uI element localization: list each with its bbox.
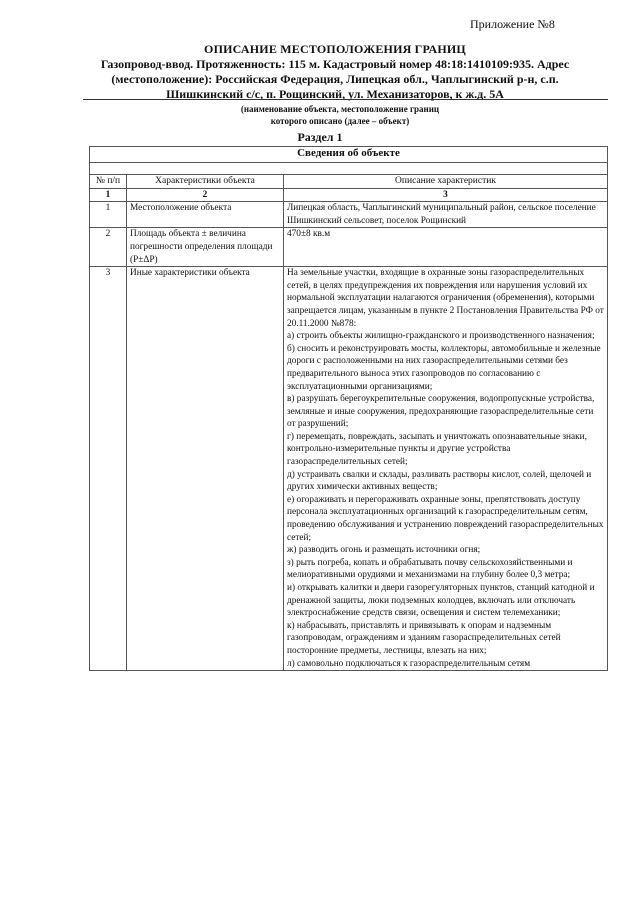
restriction-item-zh: ж) разводить огонь и размещать источники огня;: [287, 545, 481, 556]
appendix-label: Приложение №8: [470, 17, 555, 31]
column-number-2: 2: [127, 188, 284, 202]
restriction-item-z: з) рыть погреба, копать и обрабатывать почву сельскохозяйственными и мелиоративными орудиями и механизмами на глубину более 0,3 метра;: [287, 557, 573, 581]
document-title: ОПИСАНИЕ МЕСТОПОЛОЖЕНИЯ ГРАНИЦ: [204, 42, 466, 56]
table-row: [90, 228, 608, 267]
section-title: Раздел 1: [297, 130, 343, 144]
row-description: [284, 267, 608, 671]
table-header: Сведения об объекте: [90, 147, 608, 163]
restriction-item-b: б) сносить и реконструировать мосты, коллекторы, автомобильные и железные дороги с расположенными на них газораспределительными сетями без предварительного выноса этих газопроводов по согласованию с эксплуатационными организациями;: [287, 343, 601, 392]
column-numbers-row: [90, 188, 608, 202]
restriction-item-e: е) огораживать и перегораживать охранные зоны, препятствовать доступу персонала эксплуатационных организаций к газораспределительным сетям, проведению обслуживания и устранению повреждений газораспределительных сетей;: [287, 494, 604, 543]
restriction-item-l: л) самовольно подключаться к газораспределительным сетям: [287, 658, 531, 669]
row-characteristic: Иные характеристики объекта: [127, 267, 284, 671]
restriction-item-i: и) открывать калитки и двери газорегуляторных пунктов, станций катодной и дренажной защиты, люки подземных колодцев, включать или отключать электроснабжение средств связи, освещения и систем телемеханики;: [287, 583, 595, 619]
table-row: [90, 267, 608, 671]
restriction-item-a: а) строить объекты жилищно-гражданского и производственного назначения;: [287, 331, 595, 342]
subject-line-3: Шишкинский с/с, п. Рощинский, ул. Механизаторов, к ж.д. 5А: [166, 87, 504, 101]
object-info-table: [89, 146, 608, 671]
column-header-characteristic: Характеристики объекта: [127, 175, 284, 189]
caption-line-2: которого описано (далее – объект): [270, 116, 410, 126]
row-characteristic: Площадь объекта ± величина погрешности определения площади (Р±ΔР): [127, 228, 284, 267]
description-paragraph: Липецкая область, Чаплыгинский муниципальный район, сельское поселение Шишкинский сельсовет, поселок Рощинский: [287, 203, 596, 226]
row-description: [284, 202, 608, 228]
column-number-3: 3: [284, 188, 608, 202]
column-header-num: № п/п: [90, 175, 127, 189]
column-number-1: 1: [90, 188, 127, 202]
row-characteristic: Местоположение объекта: [127, 202, 284, 228]
subject-line-2: (местоположение): Российская Федерация, Липецкая обл., Чаплыгинский р-н, с.п.: [111, 72, 559, 86]
restriction-item-d: д) устраивать свалки и склады, разливать растворы кислот, солей, щелочей и других химически активных веществ;: [287, 469, 592, 493]
row-description: [284, 228, 608, 267]
table-spacer-row: [90, 163, 608, 175]
row-number: 1: [90, 202, 127, 228]
column-headers-row: [90, 175, 608, 189]
restriction-item-k: к) набрасывать, приставлять и привязывать к опорам и надземным газопроводам, ограждениям и зданиям газораспределительных сетей посторонние предметы, лестницы, влезать на них;: [287, 620, 561, 656]
subject-line-1: Газопровод-ввод. Протяженность: 115 м. Кадастровый номер 48:18:1410109:935. Адрес: [100, 57, 570, 71]
restriction-intro: На земельные участки, входящие в охранные зоны газораспределительных сетей, в целях предупреждения их повреждения или нарушения условий их нормальной эксплуатации налагаются ограничения (обременения), которыми запрещается лицам, указанным в пункте 2 Постановления Правительства РФ от 20.11.2000 №878:: [287, 268, 604, 329]
table-row: [90, 202, 608, 228]
caption: [180, 103, 500, 127]
subject-underline: [83, 99, 608, 100]
title-block: [40, 41, 630, 102]
column-header-description: Описание характеристик: [284, 175, 608, 189]
restriction-item-g: г) перемещать, повреждать, засыпать и уничтожать опознавательные знаки, контрольно-измерительные пункты и другие устройства газораспределительных сетей;: [287, 431, 587, 468]
row-number: 3: [90, 267, 127, 671]
table-spacer-cell: [90, 163, 608, 175]
caption-line-1: (наименование объекта, местоположение границ: [240, 104, 440, 114]
row-number: 2: [90, 228, 127, 267]
table-header-row: [90, 147, 608, 163]
restriction-item-v: в) разрушать берегоукрепительные сооружения, водопропускные устройства, земляные и иные сооружения, предохраняющие газораспределительные сети от разрушений;: [287, 394, 595, 430]
description-paragraph: 470±8 кв.м: [287, 229, 331, 240]
